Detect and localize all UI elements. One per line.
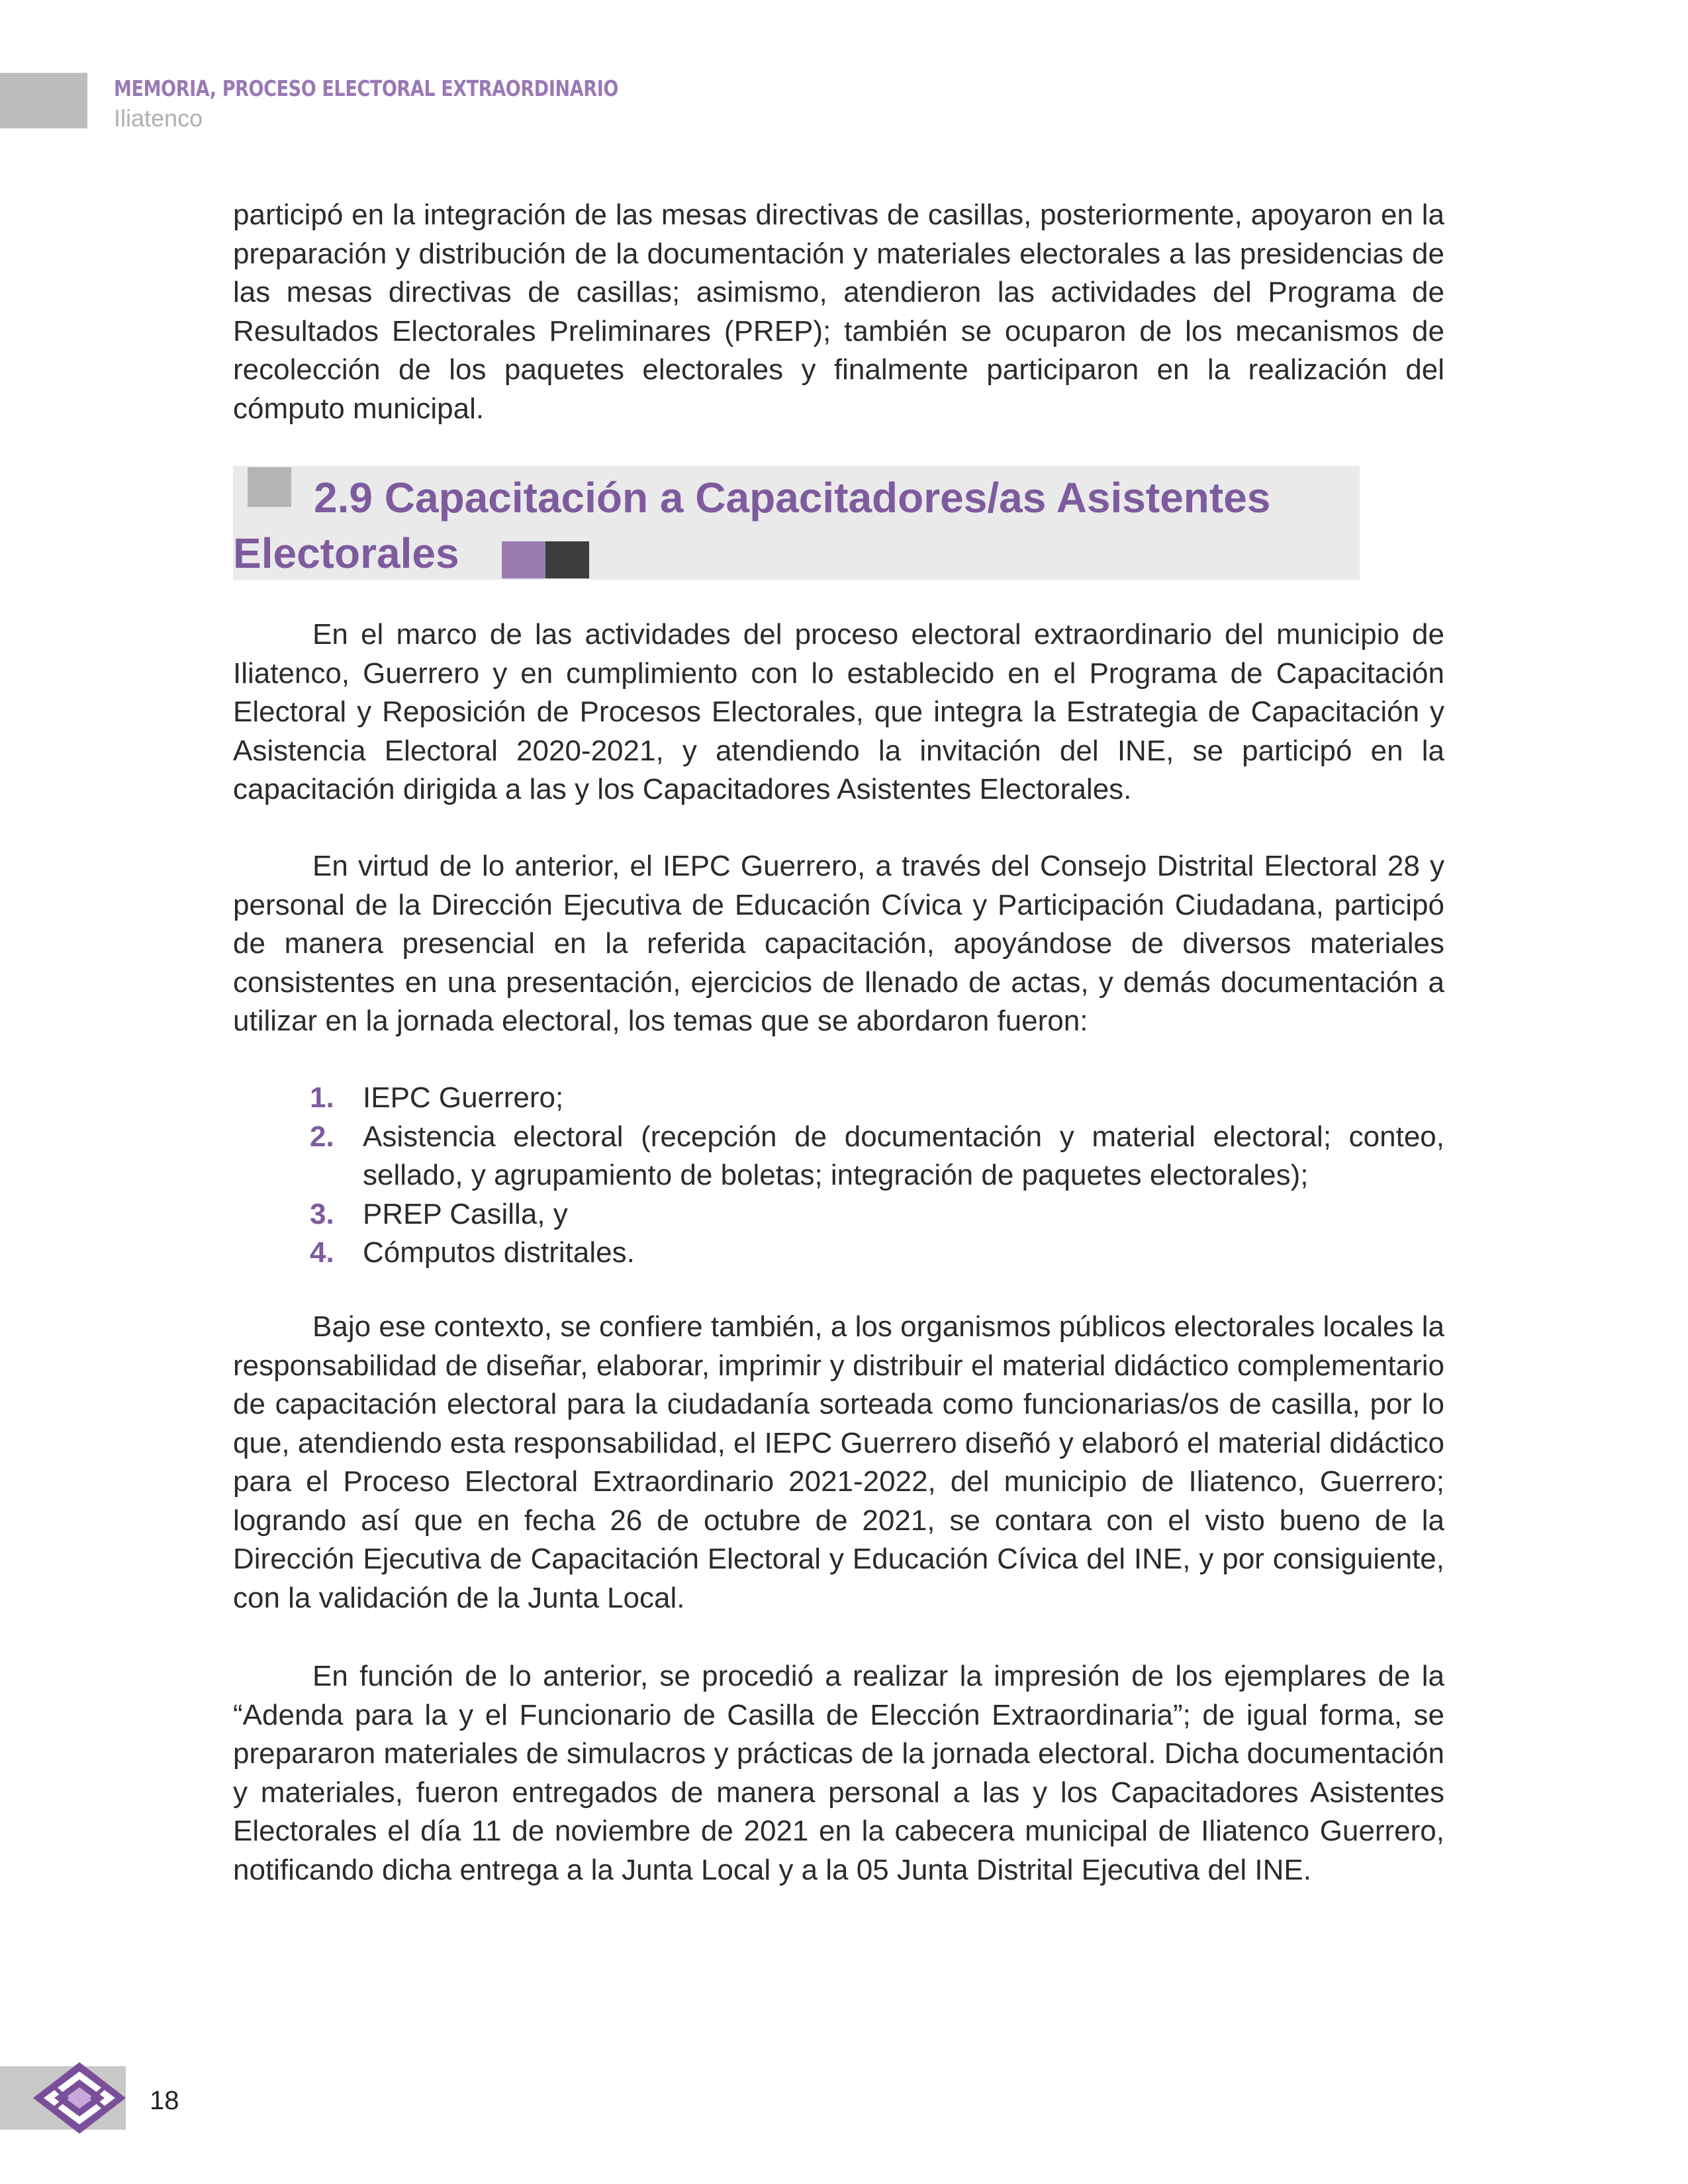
- list-item-number: 2.: [310, 1120, 334, 1153]
- page-number: 18: [150, 2086, 179, 2115]
- list-item-number: 3.: [310, 1197, 334, 1230]
- section-heading-line2: Electorales: [233, 529, 459, 577]
- list-item: [233, 1079, 1444, 1118]
- section-heading-line1: 2.9 Capacitación a Capacitadores/as Asistentes: [314, 474, 1271, 522]
- institution-logo-icon: [26, 2060, 132, 2136]
- list-item: [233, 1118, 1444, 1195]
- section-heading-dark-square: [545, 541, 589, 578]
- paragraph-1: En el marco de las actividades del proceso electoral extraordinario del municipio de Iliatenco, Guerrero y en cumplimiento con lo establecido en el Programa de Capacitación Electoral y Reposición de Procesos Electorales, que integra la Estrategia de Capacitación y Asistencia Electoral 2020-2021, y atendiendo la invitación del INE, se participó en la capacitación dirigida a las y los Capacitadores Asistentes Electorales.: [233, 618, 1444, 805]
- topics-list: [233, 1079, 1444, 1273]
- section-heading: [233, 470, 1358, 581]
- list-item-text: Cómputos distritales.: [363, 1236, 635, 1269]
- header-title: MEMORIA, PROCESO ELECTORAL EXTRAORDINARIO: [114, 75, 618, 101]
- paragraph-2: En virtud de lo anterior, el IEPC Guerrero, a través del Consejo Distrital Electoral 28 y personal de la Dirección Ejecutiva de Educación Cívica y Participación Ciudadana, participó de manera presencial en la referida capacitación, apoyándose de diversos materiales consistentes en una presentación, ejercicios de llenado de actas, y demás documentación a utilizar en la jornada electoral, los temas que se abordaron fueron:: [233, 850, 1444, 1037]
- list-item-text: PREP Casilla, y: [363, 1197, 568, 1230]
- section-heading-purple-square: [502, 541, 545, 578]
- header-grey-block: [0, 73, 87, 128]
- paragraph-intro: participó en la integración de las mesas directivas de casillas, posteriormente, apoyaron en la preparación y distribución de la documentación y materiales electorales a las presidencias de las mesas directivas de casillas; asimismo, atendieron las actividades del Programa de Resultados Electorales Preliminares (PREP); también se ocuparon de los mecanismos de recolección de los paquetes electorales y finalmente participaron en la realización del cómputo municipal.: [233, 199, 1444, 425]
- list-item-number: 4.: [310, 1236, 334, 1269]
- paragraph-4: En función de lo anterior, se procedió a realizar la impresión de los ejemplares de la “Adenda para la y el Funcionario de Casilla de Elección Extraordinaria”; de igual forma, se prepararon materiales de simulacros y prácticas de la jornada electoral. Dicha documentación y materiales, fueron entregados de manera personal a las y los Capacitadores Asistentes Electorales el día 11 de noviembre de 2021 en la cabecera municipal de Iliatenco Guerrero, notificando dicha entrega a la Junta Local y a la 05 Junta Distrital Ejecutiva del INE.: [233, 1660, 1444, 1886]
- list-item-text: IEPC Guerrero;: [363, 1081, 564, 1114]
- list-item: [233, 1234, 1444, 1273]
- paragraph-3: Bajo ese contexto, se confiere también, a los organismos públicos electorales locales la responsabilidad de diseñar, elaborar, imprimir y distribuir el material didáctico complementario de capacitación electoral para la ciudadanía sorteada como funcionarias/os de casilla, por lo que, atendiendo esta responsabilidad, el IEPC Guerrero diseñó y elaboró el material didáctico para el Proceso Electoral Extraordinario 2021-2022, del municipio de Iliatenco, Guerrero; logrando así que en fecha 26 de octubre de 2021, se contara con el visto bueno de la Dirección Ejecutiva de Capacitación Electoral y Educación Cívica del INE, y por consiguiente, con la validación de la Junta Local.: [233, 1310, 1444, 1614]
- list-item-number: 1.: [310, 1081, 334, 1114]
- header-subtitle: Iliatenco: [114, 105, 203, 132]
- list-item: [233, 1195, 1444, 1234]
- list-item-text: Asistencia electoral (recepción de documentación y material electoral; conteo, sellado, y agrupamiento de boletas; integración de paquetes electorales);: [363, 1120, 1444, 1191]
